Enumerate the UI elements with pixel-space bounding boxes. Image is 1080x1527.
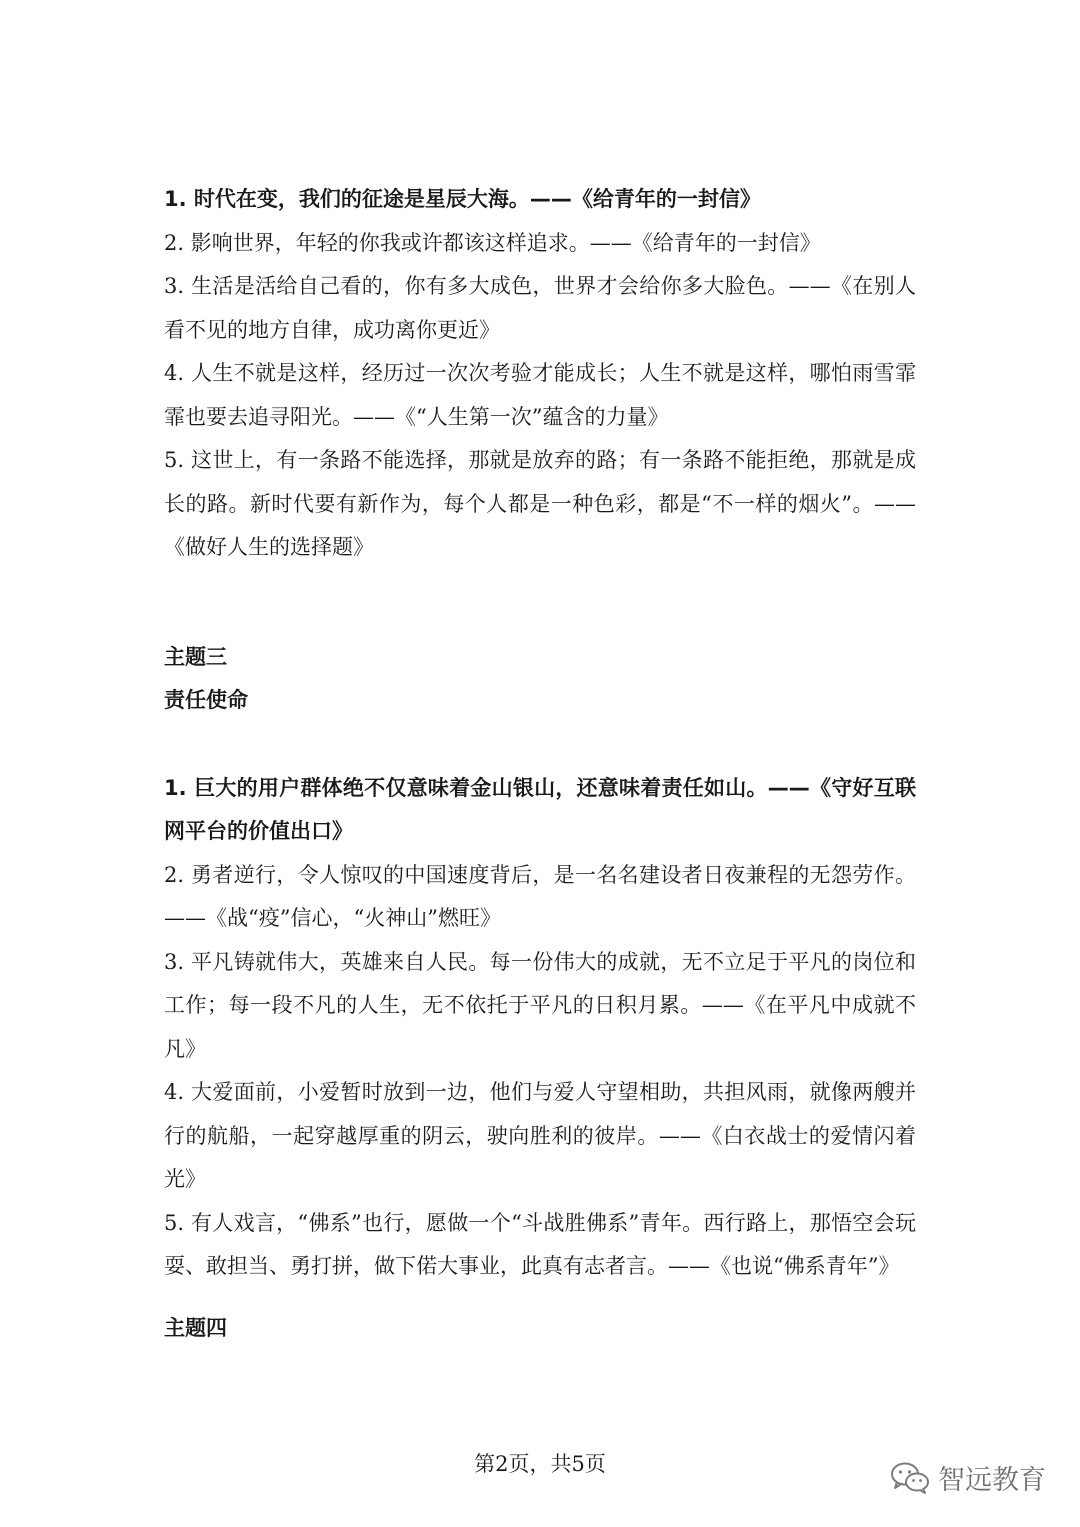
page-number: 第2页，共5页 <box>474 1452 606 1476</box>
quote-item: 4. 大爱面前，小爱暂时放到一边，他们与爱人守望相助，共担风雨，就像两艘并行的航船，一起穿越厚重的阴云，驶向胜利的彼岸。——《白衣战士的爱情闪着光》 <box>164 1080 916 1191</box>
section-spacer <box>164 723 916 767</box>
watermark <box>890 1458 1046 1497</box>
quote-item: 1. 时代在变，我们的征途是星辰大海。——《给青年的一封信》 <box>164 187 761 211</box>
quote-item: 4. 人生不就是这样，经历过一次次考验才能成长；人生不就是这样，哪怕雨雪霏霏也要去追寻阳光。——《“人生第一次”蕴含的力量》 <box>164 361 916 429</box>
quote-item: 3. 平凡铸就伟大，英雄来自人民。每一份伟大的成就，无不立足于平凡的岗位和工作；每一段不凡的人生，无不依托于平凡的日积月累。——《在平凡中成就不凡》 <box>164 949 916 1061</box>
watermark-text: 智远教育 <box>938 1465 1046 1496</box>
quote-item: 5. 有人戏言，“佛系”也行，愿做一个“斗战胜佛系”青年。西行路上，那悟空会玩耍、敢担当、勇打拼，做下偌大事业，此真有志者言。——《也说“佛系青年”》 <box>164 1210 916 1278</box>
quote-item: 2. 影响世界，年轻的你我或许都该这样追求。——《给青年的一封信》 <box>164 230 821 255</box>
quote-item: 1. 巨大的用户群体绝不仅意味着金山银山，还意味着责任如山。——《守好互联网平台的价值出口》 <box>164 775 916 843</box>
section-spacer <box>164 570 916 636</box>
quote-item: 2. 勇者逆行，令人惊叹的中国速度背后，是一名名建设者日夜兼程的无怨劳作。——《战“疫”信心，“火神山”燃旺》 <box>164 862 916 930</box>
page-content <box>164 178 916 1350</box>
quote-item: 5. 这世上，有一条路不能选择，那就是放弃的路；有一条路不能拒绝，那就是成长的路。新时代要有新作为，每个人都是一种色彩，都是“不一样的烟火”。——《做好人生的选择题》 <box>164 448 916 559</box>
wechat-icon <box>890 1461 930 1495</box>
theme-label: 主题三 <box>164 644 227 669</box>
theme-title: 责任使命 <box>164 688 248 712</box>
section-spacer <box>164 1289 916 1307</box>
theme-label: 主题四 <box>164 1315 227 1340</box>
quote-item: 3. 生活是活给自己看的，你有多大成色，世界才会给你多大脸色。——《在别人看不见的地方自律，成功离你更近》 <box>164 274 916 342</box>
